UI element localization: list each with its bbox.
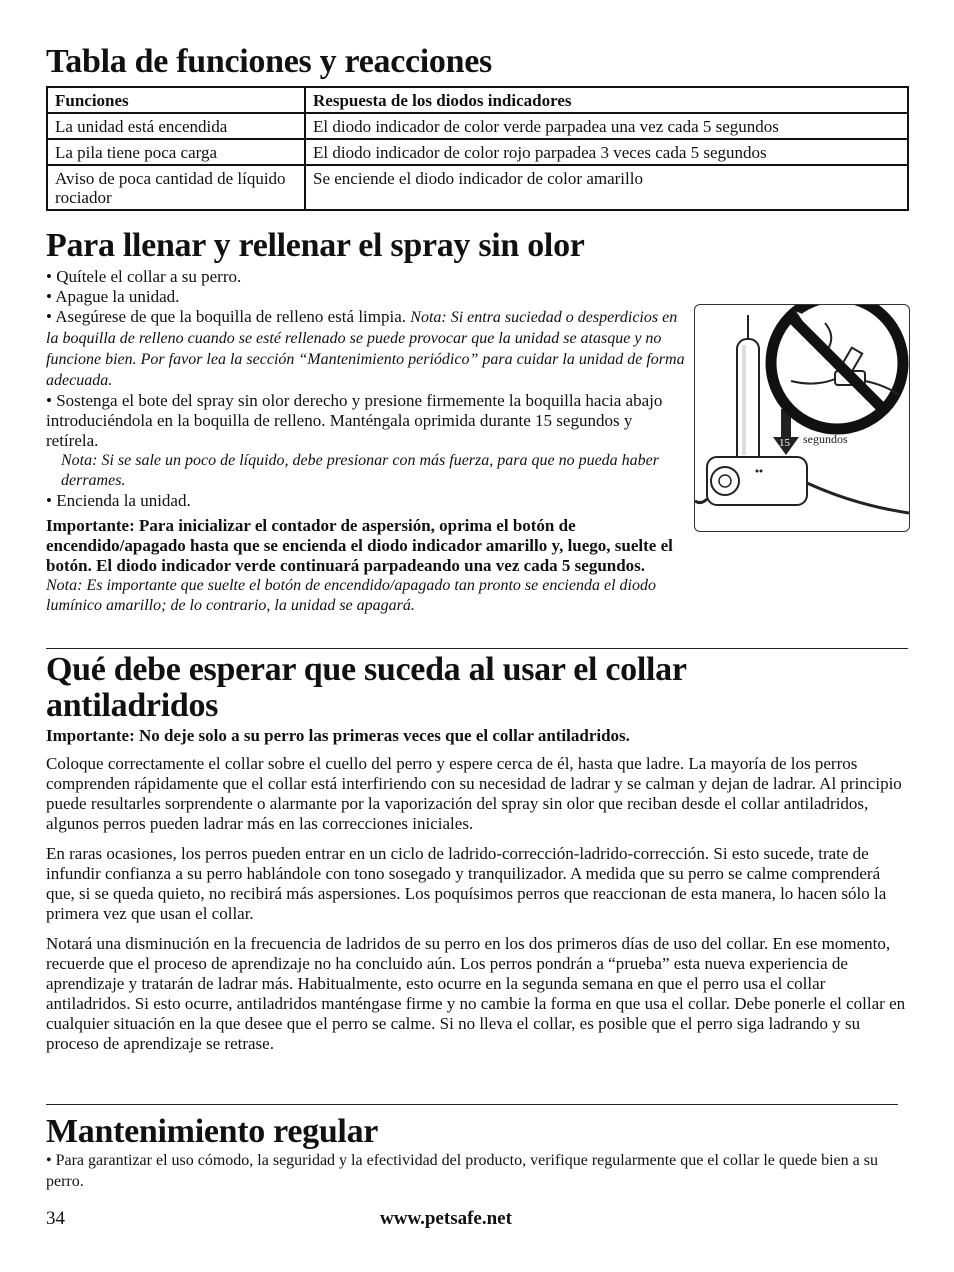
functions-table	[46, 86, 909, 211]
what-to-expect-body	[46, 726, 908, 1064]
table-row	[47, 113, 908, 139]
table-cell: Se enciende el diodo indicador de color amarillo	[305, 165, 908, 210]
table-header-response: Respuesta de los diodos indicadores	[305, 87, 908, 113]
section-title-what-to-expect: Qué debe esperar que suceda al usar el collar antiladridos	[46, 651, 687, 724]
footer-url: www.petsafe.net	[380, 1208, 512, 1229]
table-header-functions: Funciones	[47, 87, 305, 113]
step-clean-nozzle-text: • Asegúrese de que la boquilla de relleno está limpia.	[46, 307, 411, 326]
maintenance-bullet: • Para garantizar el uso cómodo, la seguridad y la efectividad del producto, verifique regularmente que el collar le quede bien a su perro.	[46, 1152, 878, 1190]
table-header-row	[47, 87, 908, 113]
section-title-functions-table: Tabla de funciones y reacciones	[46, 43, 492, 80]
refill-important-text: Importante: Para inicializar el contador de aspersión, oprima el botón de encendido/apagado hasta que se encienda el diodo indicador amarillo y, luego, suelte el botón. El diodo indicador verde continuará parpadeando una vez cada 5 segundos.	[46, 516, 673, 575]
refill-note-text: Nota: Es importante que suelte el botón de encendido/apagado tan pronto se encienda el diodo lumínico amarillo; de lo contrario, la unidad se apagará.	[46, 577, 656, 614]
step-remove-collar: • Quítele el collar a su perro.	[46, 267, 242, 286]
refill-important-block	[46, 516, 696, 616]
illustration-unit: segundos	[803, 432, 848, 446]
section-title-maintenance: Mantenimiento regular	[46, 1113, 379, 1150]
section-divider	[46, 1104, 898, 1105]
expect-paragraph-3: Notará una disminución en la frecuencia de ladridos de su perro en los dos primeros días de uso del collar. En ese momento, recuerde que el proceso de aprendizaje no ha concluido aún. Los perros pondrán a “prueba” esta nueva experiencia de aprendizaje y tratarán de ladrar más. Habitualmente, esto ocurre en la segunda semana en que el perro usa el collar antiladridos. Si esto ocurre, antiladridos manténgase firme y no cambie la forma en que usa el collar. Debe ponerle el collar en cualquier situación en la que desee que el perro se calme. Si no lleva el collar, es posible que el perro siga ladrando y su proceso de aprendizaje se retrase.	[46, 934, 906, 1053]
table-row	[47, 139, 908, 165]
refill-illustration	[694, 304, 910, 532]
expect-paragraph-2: En raras ocasiones, los perros pueden entrar en un ciclo de ladrido-corrección-ladrido-corrección. Si esto sucede, trate de infundir confianza a su perro hablándole con tono sosegado y tranquilizador. A medida que su perro se calme comprenderá que, si se queda quieto, no recibirá más aspersiones. Los poquísimos perros que reaccionan de esta manera, lo hacen sólo la primera vez que usan el collar.	[46, 844, 887, 923]
table-cell: El diodo indicador de color rojo parpadea 3 veces cada 5 segundos	[305, 139, 908, 165]
refill-illustration-image	[695, 305, 909, 531]
expect-important-text: Importante: No deje solo a su perro las primeras veces que el collar antiladridos.	[46, 726, 630, 745]
table-row	[47, 165, 908, 210]
illustration-number: 15	[779, 437, 790, 449]
step-press-can: • Sostenga el bote del spray sin olor derecho y presione firmemente la boquilla hacia abajo introduciéndola en la boquilla de relleno. Manténgala oprimida durante 15 segundos y retírela.	[46, 391, 663, 450]
table-cell: La pila tiene poca carga	[47, 139, 305, 165]
step-turn-on: • Encienda la unidad.	[46, 491, 191, 510]
table-cell: El diodo indicador de color verde parpadea una vez cada 5 segundos	[305, 113, 908, 139]
section-title-refill: Para llenar y rellenar el spray sin olor	[46, 227, 585, 264]
step-press-can-note: Nota: Si se sale un poco de líquido, debe presionar con más fuerza, para que no pueda haber derrames.	[61, 452, 660, 489]
table-cell: La unidad está encendida	[47, 113, 305, 139]
step-turn-off: • Apague la unidad.	[46, 287, 180, 306]
page-number: 34	[46, 1208, 65, 1229]
expect-paragraph-1: Coloque correctamente el collar sobre el cuello del perro y espere cerca de él, hasta que ladre. La mayoría de los perros comprenden rápidamente que el collar está interfiriendo con su necesidad de ladrar y se calman y dejan de ladrar. Al principio puede resultarles sorprendente o alarmante por la vaporización del spray sin olor que reciban desde el collar antiladridos, algunos perros pueden ladrar más en las correcciones iniciales.	[46, 754, 902, 833]
step-clean-nozzle-note: Nota: Si entra suciedad o desperdicios en la boquilla de relleno cuando se esté rellenado se puede provocar que la unidad se atasque y no funcione bien. Por favor lea la sección “Mantenimiento periódico” para cuidar la unidad de forma adecuada.	[46, 309, 685, 389]
refill-steps	[46, 267, 686, 511]
section-divider	[46, 648, 908, 649]
table-cell: Aviso de poca cantidad de líquido rociador	[47, 165, 305, 210]
prohibited-icon	[771, 305, 903, 429]
step-clean-nozzle	[46, 307, 686, 391]
